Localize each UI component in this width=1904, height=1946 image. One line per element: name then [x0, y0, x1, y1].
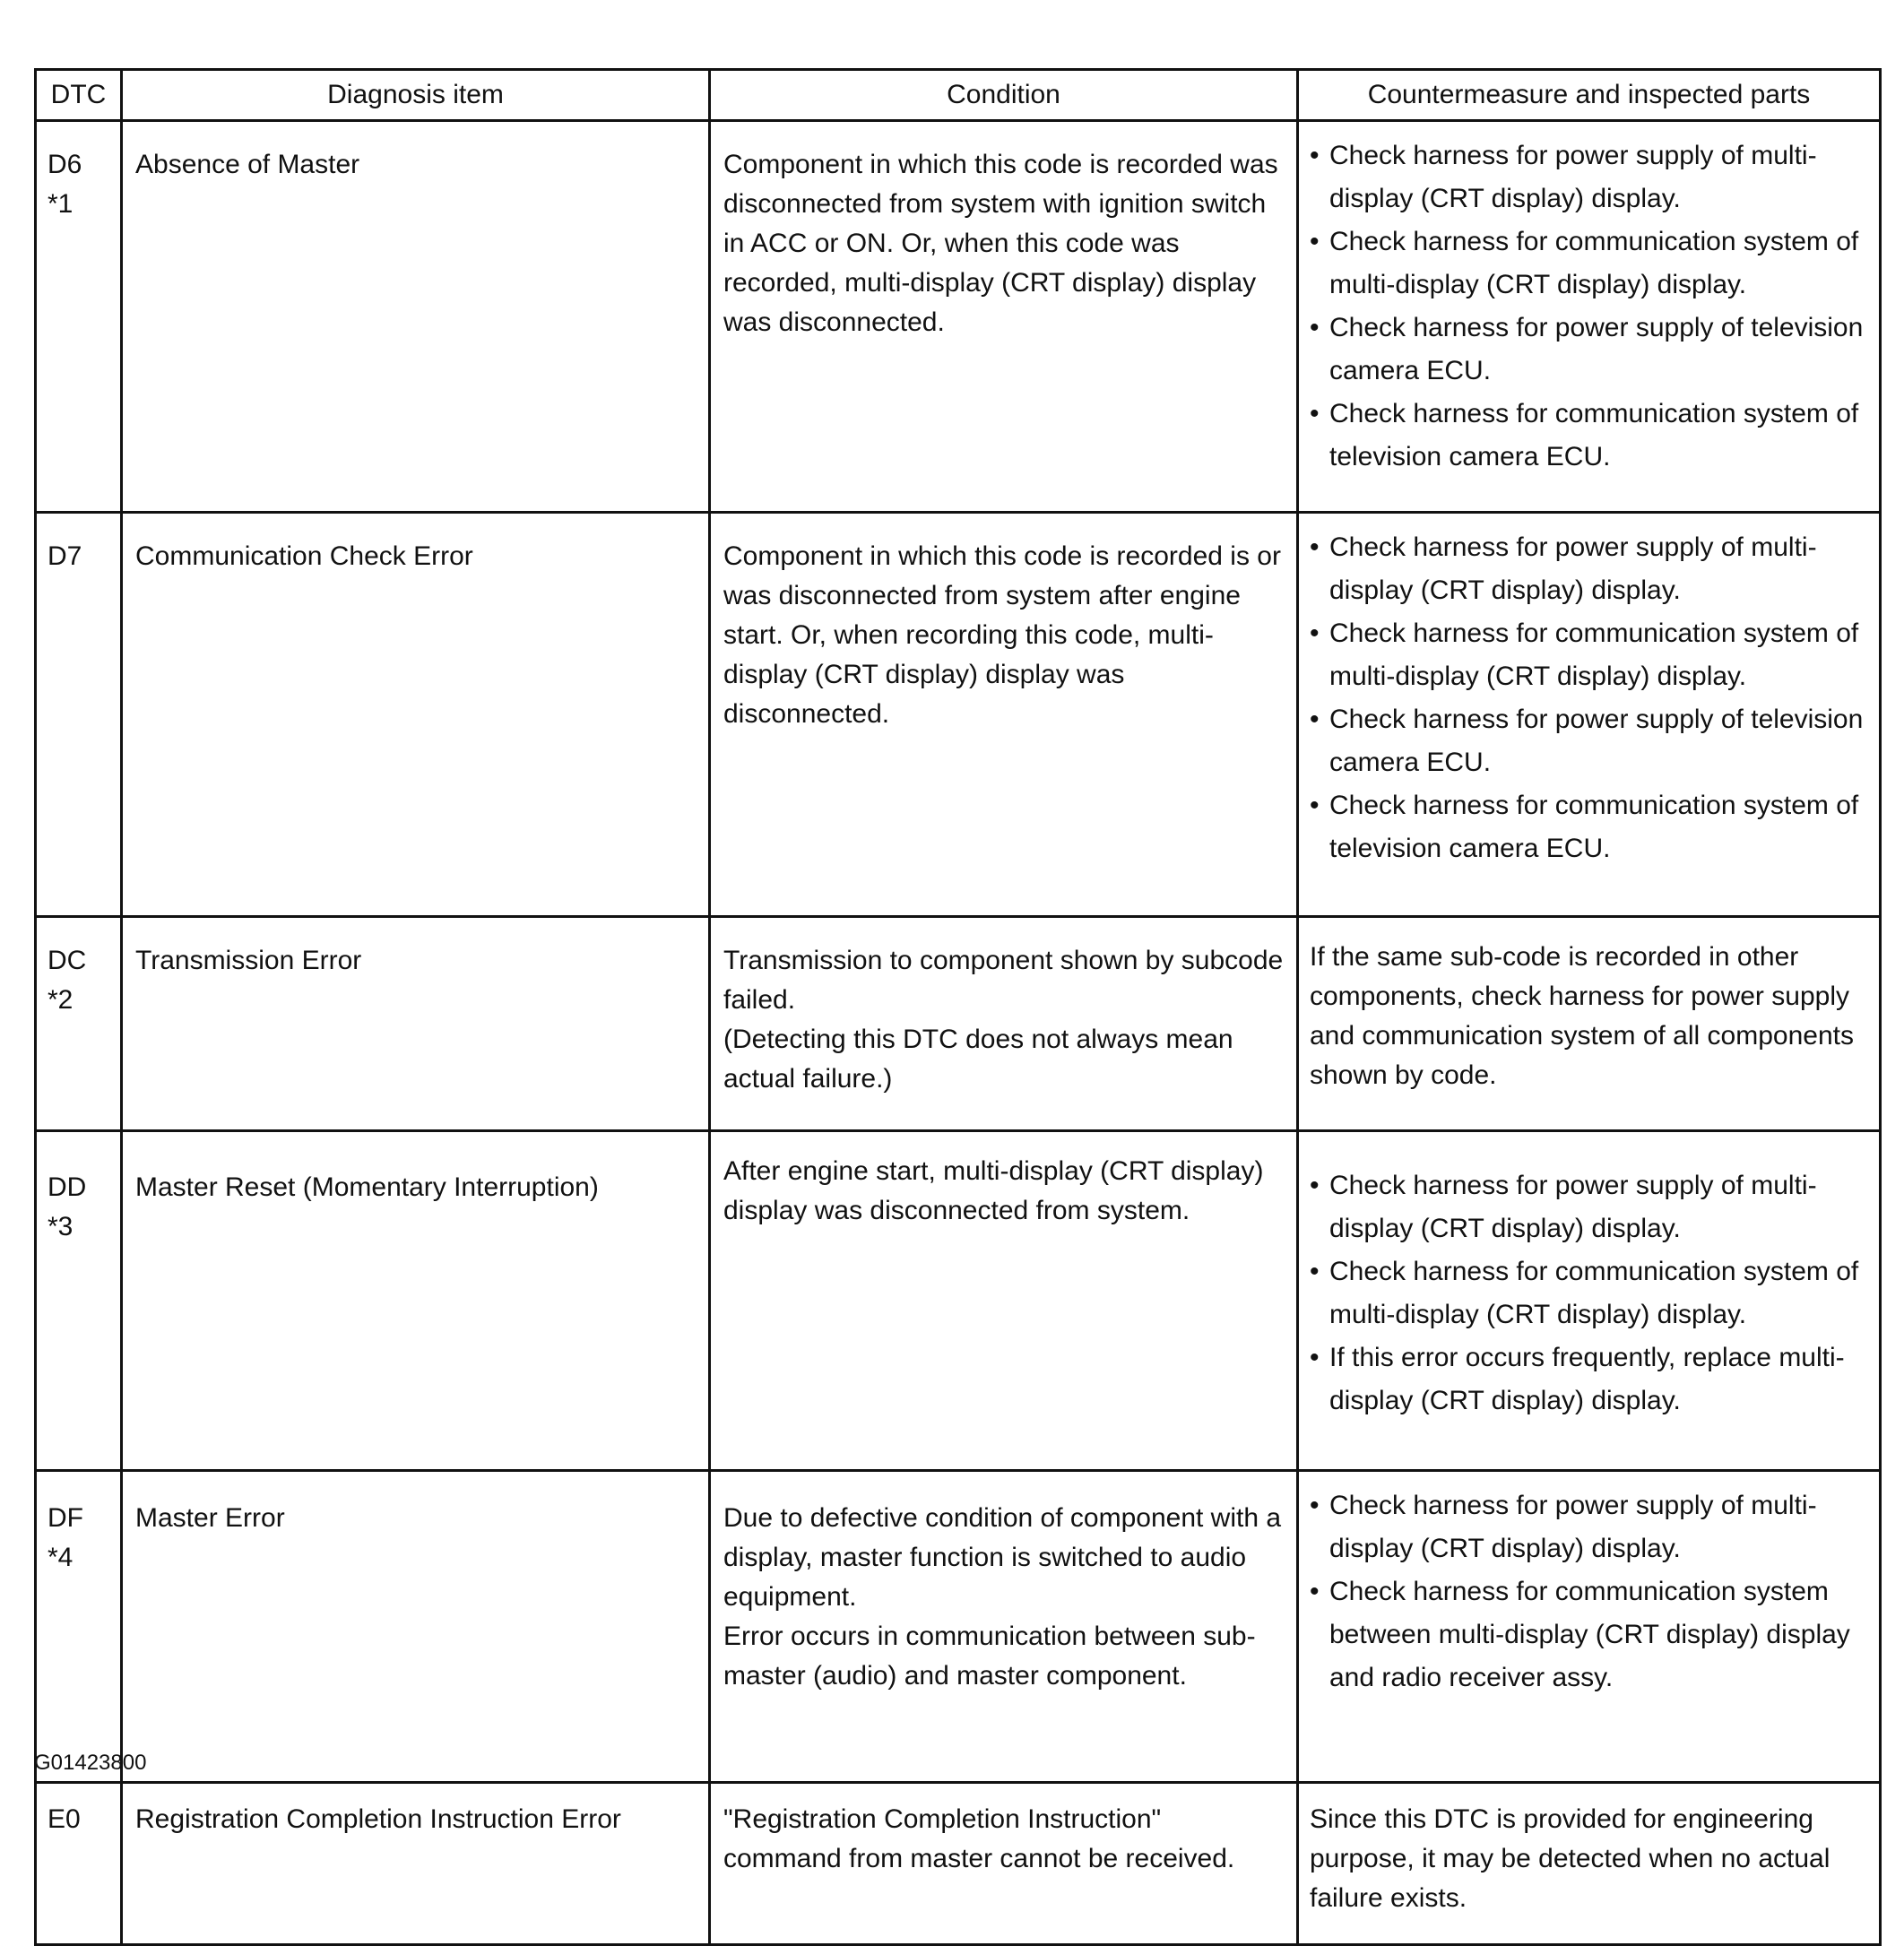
dtc-cell: [36, 1471, 122, 1783]
header-row: [36, 70, 1881, 121]
condition-text: Component in which this code is recorded was disconnected from system with ignition switch in ACC or ON. Or, when this code was recorded, multi-display (CRT display) display was disconnected.: [723, 150, 1278, 337]
condition-cell: [710, 917, 1298, 1131]
condition-text: "Registration Completion Instruction" command from master cannot be received.: [723, 1804, 1235, 1873]
diagnosis-item: Master Error: [135, 1503, 285, 1533]
countermeasure-list: [1310, 134, 1866, 479]
condition-cell: [710, 1471, 1298, 1783]
dtc-table: [34, 68, 1882, 1946]
countermeasure-cell: [1298, 1783, 1881, 1945]
condition-text: After engine start, multi-display (CRT display) display was disconnected from system.: [723, 1156, 1264, 1225]
header-diagnosis-item: Diagnosis item: [122, 70, 710, 121]
diagnosis-item-cell: [122, 1131, 710, 1471]
countermeasure-item: • Check harness for power supply of television camera ECU.: [1310, 307, 1866, 393]
figure-id: G01423800: [34, 1751, 147, 1775]
condition-text: Error occurs in communication between sub-master (audio) and master component.: [723, 1622, 1256, 1691]
countermeasure-cell: [1298, 121, 1881, 513]
countermeasure-cell: [1298, 513, 1881, 917]
dtc-cell: [36, 513, 122, 917]
condition-cell: [710, 1783, 1298, 1945]
countermeasure-item: • If this error occurs frequently, replace multi-display (CRT display) display.: [1310, 1336, 1866, 1423]
dtc-note: *4: [48, 1543, 74, 1572]
countermeasure-item: • Check harness for power supply of multi-display (CRT display) display.: [1310, 134, 1866, 221]
table-row: [36, 1783, 1881, 1945]
countermeasure-cell: [1298, 1471, 1881, 1783]
countermeasure-item: • Check harness for power supply of multi-display (CRT display) display.: [1310, 526, 1866, 612]
condition-text: Due to defective condition of component with a display, master function is switched to audio equipment.: [723, 1503, 1282, 1612]
countermeasure-cell: [1298, 1131, 1881, 1471]
table-row: [36, 1471, 1881, 1783]
condition-text: Transmission to component shown by subcode failed.: [723, 946, 1284, 1015]
countermeasure-item: • Check harness for communication system between multi-display (CRT display) display and radio receiver assy.: [1310, 1570, 1866, 1700]
condition-cell: [710, 1131, 1298, 1471]
diagnosis-item: Absence of Master: [135, 150, 360, 179]
countermeasure-item: • Check harness for communication system of multi-display (CRT display) display.: [1310, 1250, 1866, 1336]
diagnosis-item-cell: [122, 121, 710, 513]
diagnosis-item-cell: [122, 1783, 710, 1945]
dtc-cell: [36, 1783, 122, 1945]
dtc-code: D7: [48, 541, 82, 571]
dtc-code: DF: [48, 1503, 83, 1533]
header-dtc: DTC: [36, 70, 122, 121]
countermeasure-text: Since this DTC is provided for engineering purpose, it may be detected when no actual failure exists.: [1310, 1804, 1830, 1913]
condition-text: (Detecting this DTC does not always mean actual failure.): [723, 1025, 1233, 1094]
countermeasure-item: • Check harness for communication system of multi-display (CRT display) display.: [1310, 612, 1866, 698]
dtc-cell: [36, 1131, 122, 1471]
dtc-cell: [36, 121, 122, 513]
countermeasure-item: • Check harness for communication system of multi-display (CRT display) display.: [1310, 221, 1866, 307]
diagnosis-item: Master Reset (Momentary Interruption): [135, 1172, 599, 1202]
table-row: [36, 917, 1881, 1131]
dtc-code: DD: [48, 1172, 87, 1202]
diagnosis-item-cell: [122, 513, 710, 917]
countermeasure-list: [1310, 1164, 1866, 1423]
dtc-note: *3: [48, 1212, 74, 1241]
countermeasure-item: • Check harness for communication system of television camera ECU.: [1310, 393, 1866, 479]
diagnosis-item-cell: [122, 917, 710, 1131]
countermeasure-item: • Check harness for power supply of multi-display (CRT display) display.: [1310, 1484, 1866, 1570]
dtc-cell: [36, 917, 122, 1131]
countermeasure-item: • Check harness for power supply of multi-display (CRT display) display.: [1310, 1164, 1866, 1250]
condition-cell: [710, 513, 1298, 917]
diagnosis-item-cell: [122, 1471, 710, 1783]
diagnosis-item: Transmission Error: [135, 946, 362, 975]
dtc-code: DC: [48, 946, 87, 975]
dtc-note: *1: [48, 189, 74, 219]
header-countermeasure: Countermeasure and inspected parts: [1298, 70, 1881, 121]
countermeasure-text: If the same sub-code is recorded in other components, check harness for power supply and communication system of all components shown by code.: [1310, 942, 1854, 1090]
countermeasure-list: [1310, 1484, 1866, 1700]
table-row: [36, 121, 1881, 513]
header-condition: Condition: [710, 70, 1298, 121]
table-row: [36, 513, 1881, 917]
diagnosis-item: Communication Check Error: [135, 541, 473, 571]
countermeasure-item: • Check harness for communication system of television camera ECU.: [1310, 784, 1866, 870]
dtc-code: E0: [48, 1804, 81, 1834]
diagnosis-item: Registration Completion Instruction Error: [135, 1804, 621, 1834]
countermeasure-list: [1310, 526, 1866, 870]
condition-text: Component in which this code is recorded is or was disconnected from system after engine start. Or, when recording this code, multi-display (CRT display) display was disconnected.: [723, 541, 1281, 729]
table-row: [36, 1131, 1881, 1471]
dtc-note: *2: [48, 985, 74, 1015]
condition-cell: [710, 121, 1298, 513]
dtc-code: D6: [48, 150, 82, 179]
countermeasure-item: • Check harness for power supply of television camera ECU.: [1310, 698, 1866, 784]
countermeasure-cell: [1298, 917, 1881, 1131]
